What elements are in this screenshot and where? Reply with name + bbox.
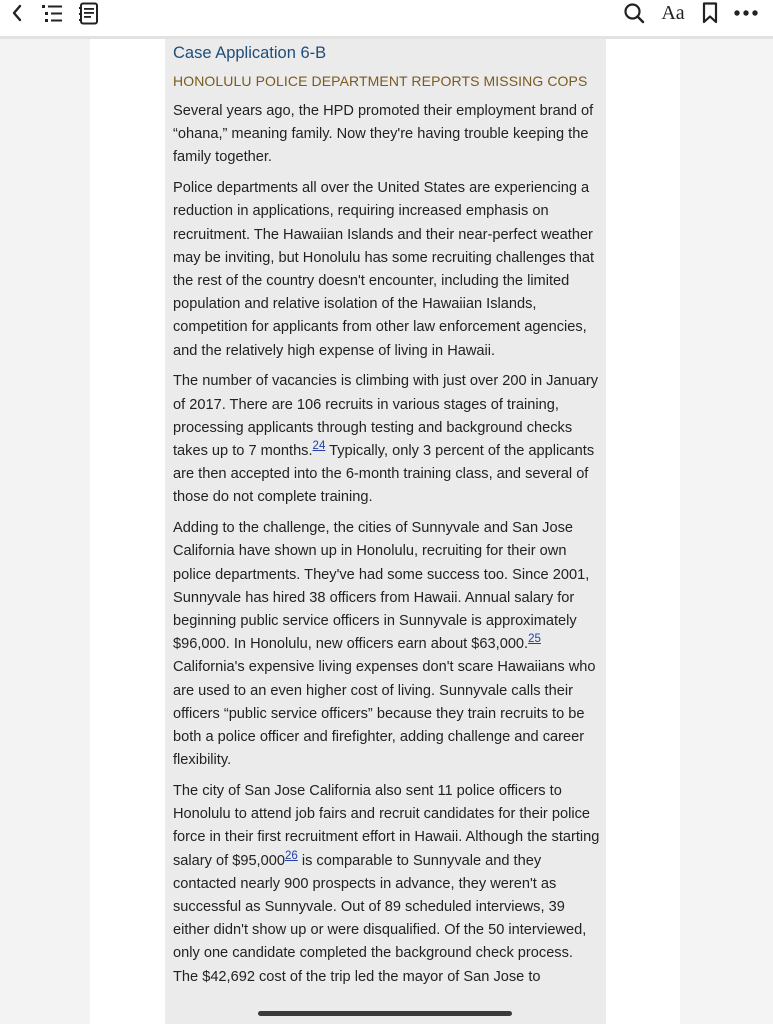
case-subtitle: HONOLULU POLICE DEPARTMENT REPORTS MISSING COPS: [173, 73, 588, 89]
search-icon: [623, 2, 645, 24]
paragraph-2: Police departments all over the United States are experiencing a reduction in applications, requiring increased emphasis on recruitment. The Hawaiian Islands and their near-perfect weather may be inviting, but Honolulu has some recruiting challenges that the rest of the country doesn't encounter, including the limited population and relative isolation of the Hawaiian Islands, competition for applicants from other law enforcement agencies, and the relatively high expense of living in Hawaii.: [173, 180, 595, 359]
table-of-contents-button[interactable]: [40, 0, 64, 26]
paragraph-5-text-a: The city of San Jose California also sent 11 police officers to Honolulu to attend job fairs and recruit candidates for their police force in their first recruitment effort in Hawaii. Although the starting salary of $95,000: [173, 783, 600, 869]
footnote-link-26[interactable]: 26: [284, 849, 298, 862]
paragraph-4: [173, 517, 601, 772]
page-background: [0, 39, 90, 1024]
paragraph-5-text-b: is comparable to Sunnyvale and they contacted nearly 900 prospects in advance, they weren't as successful as Sunnyvale. Out of 89 scheduled interviews, 39 either didn't show up or were disqualified. Of the 50 interviewed, only one candidate completed the background check process. The $42,692 cost of the trip led the mayor of San Jose to: [173, 852, 587, 985]
notes-button[interactable]: [77, 0, 101, 26]
notebook-icon: [79, 2, 99, 25]
more-button[interactable]: [731, 0, 761, 26]
bookmark-icon: [702, 2, 718, 24]
font-settings-button[interactable]: Aa: [661, 1, 685, 24]
paragraph-1: Several years ago, the HPD promoted their employment brand of “ohana,” meaning family. Now they're having trouble keeping the family together.: [173, 103, 594, 166]
paragraph-3: [173, 370, 601, 509]
reader-toolbar: [0, 0, 773, 39]
paragraph-4-text-a: Adding to the challenge, the cities of Sunnyvale and San Jose California have shown up in Honolulu, recruiting for their own police departments. They've had some success too. Since 2001, Sunnyvale has hired 38 officers from Hawaii. Annual salary for beginning public service officers in Sunnyvale is approximately $96,000. In Honolulu, new officers earn about $63,000.: [173, 520, 590, 653]
list-icon: [41, 3, 63, 23]
bookmark-button[interactable]: [700, 0, 720, 26]
footnote-link-25[interactable]: 25: [528, 633, 541, 646]
article-content: [173, 41, 601, 989]
back-button[interactable]: [6, 0, 28, 26]
page-scroll-indicator[interactable]: [258, 1011, 512, 1016]
case-title: Case Application 6-B: [173, 44, 327, 62]
paragraph-3-text-a: The number of vacancies is climbing with just over 200 in January of 2017. There are 106 recruits in various stages of training, processing applicants through testing and background checks takes up to 7 months.: [173, 373, 599, 460]
more-icon: [733, 9, 759, 17]
paragraph-3-text-b: Typically, only 3 percent of the applicants are then accepted into the 6-month training class, and several of those do not complete training.: [173, 443, 595, 506]
paragraph-5: [173, 780, 601, 989]
search-button[interactable]: [622, 0, 646, 26]
footnote-link-24[interactable]: 24: [312, 440, 326, 453]
chevron-left-icon: [11, 4, 23, 22]
paragraph-4-text-b: California's expensive living expenses don't scare Hawaiians who are used to an even higher cost of living. Sunnyvale calls their officers “public service officers” because they train recruits to be both a police officer and firefighter, adding challenge and career flexibility.: [173, 659, 596, 769]
